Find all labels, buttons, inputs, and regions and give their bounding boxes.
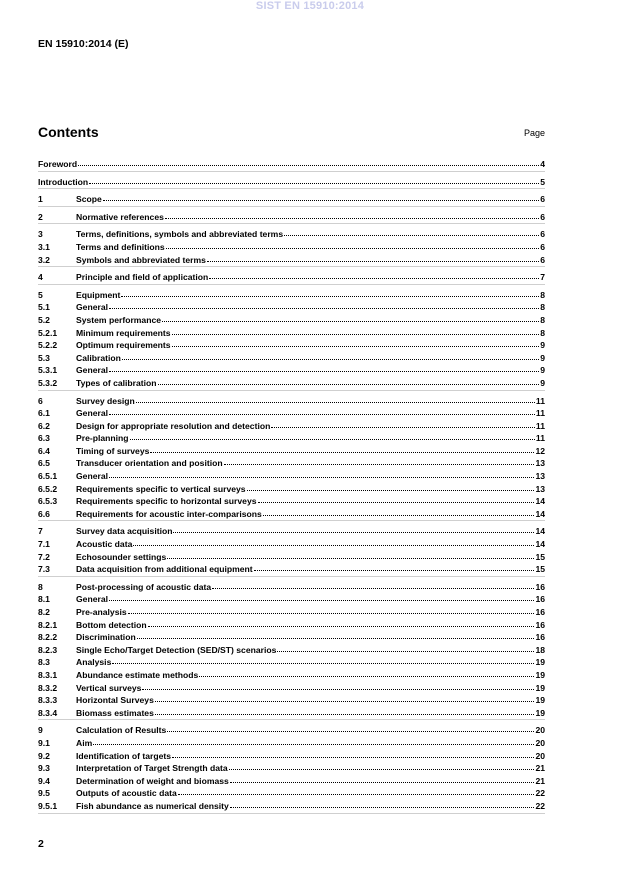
toc-entry-number: 8.2.2 [38,632,58,643]
toc-entry-page: 11 [535,420,545,431]
toc-entry-page: 22 [535,800,545,811]
dot-leader [150,443,534,453]
toc-entry-page: 15 [535,564,545,575]
toc-entry-title: Abundance estimate methods [76,669,199,680]
dot-leader [121,287,539,297]
toc-entry-number: 5.2 [38,314,50,325]
toc-entry-title: Horizontal Surveys [76,695,154,706]
dot-leader [158,375,540,385]
toc-entry-title: Terms and definitions [76,241,165,252]
table-of-contents [38,157,545,817]
toc-entry-title: Analysis [76,657,112,668]
toc-entry-title: Single Echo/Target Detection (SED/ST) scenarios [76,644,277,655]
toc-entry-page: 13 [535,471,545,482]
toc-entry-number: 8.2.3 [38,644,58,655]
toc-entry-page: 21 [535,775,545,786]
toc-entry-number: 6.5.1 [38,471,58,482]
toc-section-group [38,524,545,576]
toc-entry-title: Aim [76,737,93,748]
toc-entry-title: Bottom detection [76,619,147,630]
toc-entry-title: General [76,594,109,605]
dot-leader [258,493,535,503]
toc-entry-title: Types of calibration [76,377,157,388]
dot-leader [155,692,535,702]
toc-entry-number: 6.4 [38,445,50,456]
toc-entry-page: 14 [535,526,545,537]
dot-leader [112,654,534,664]
toc-entry-page: 16 [535,607,545,617]
dot-leader [130,430,535,440]
dot-leader [199,667,534,677]
toc-entry-title: Introduction [38,176,89,187]
toc-entry-page: 6 [540,211,545,222]
toc-entry-page: 16 [535,632,545,643]
toc-entry-page: 14 [535,496,545,507]
toc-entry-title: Calculation of Results [76,725,167,736]
toc-entry-title: Timing of surveys [76,445,150,456]
toc-entry-page: 12 [535,445,545,456]
toc-entry[interactable] [38,507,545,520]
toc-entry-number: 6.3 [38,433,50,444]
toc-entry-title: Calibration [76,352,121,363]
toc-entry-number: 5.2.1 [38,327,58,338]
toc-entry-page: 8 [540,289,545,300]
toc-entry-number: 1 [38,194,43,205]
dot-leader [173,523,534,533]
toc-entry-page: 16 [535,619,545,630]
toc-entry-title: Discrimination [76,632,136,643]
toc-entry[interactable] [38,270,545,283]
toc-entry-title: System performance [76,314,162,325]
toc-entry-number: 5 [38,289,43,300]
toc-entry-page: 14 [535,508,545,519]
dot-leader [136,393,535,403]
toc-entry-page: 15 [535,551,545,562]
toc-entry-title: Post-processing of acoustic data [76,581,212,592]
toc-entry-page: 11 [535,408,545,419]
toc-entry-title: Optimum requirements [76,340,171,351]
toc-entry-title: General [76,471,109,482]
toc-entry-title: Minimum requirements [76,327,171,338]
toc-entry-number: 8.3.2 [38,682,58,693]
toc-entry-number: 9 [38,725,43,736]
dot-leader [109,591,534,601]
toc-entry-page: 18 [535,644,545,655]
toc-entry-number: 5.1 [38,302,50,313]
toc-entry-page: 9 [540,365,545,376]
toc-entry[interactable] [38,210,545,223]
toc-entry[interactable] [38,192,545,205]
dot-leader [109,362,539,372]
toc-entry-number: 5.3 [38,352,50,363]
toc-entry[interactable] [38,562,545,575]
toc-entry-page: 11 [535,433,545,444]
toc-entry-page: 22 [535,788,545,799]
toc-section-group [38,580,545,721]
toc-entry-number: 6.5.2 [38,483,58,494]
dot-leader [254,561,535,571]
dot-leader [109,299,539,309]
toc-section-group [38,175,545,190]
toc-section-group [38,288,545,391]
watermark: SIST EN 15910:2014 [255,0,365,12]
toc-entry-page: 8 [540,314,545,325]
dot-leader [172,337,540,347]
toc-entry-title: Data acquisition from additional equipment [76,564,253,575]
dot-leader [89,174,539,184]
toc-entry-number: 7.2 [38,551,50,562]
toc-entry-title: Identification of targets [76,750,172,761]
toc-entry[interactable] [38,799,545,812]
page-title: Contents [38,124,99,140]
toc-entry[interactable] [38,376,545,389]
document-id: EN 15910:2014 (E) [38,38,129,50]
dot-leader [284,226,539,236]
toc-entry-title: Requirements specific to horizontal surveys [76,496,257,507]
toc-entry-number: 6.2 [38,420,50,431]
toc-entry-number: 9.1 [38,737,50,748]
dot-leader [162,312,539,322]
toc-entry-number: 2 [38,211,43,222]
dot-leader [103,191,539,201]
dot-leader [271,418,535,428]
dot-leader [209,269,539,279]
toc-entry-number: 4 [38,272,43,283]
toc-entry[interactable] [38,157,545,170]
toc-entry-page: 8 [540,302,545,313]
toc-section-group [38,394,545,522]
dot-leader [137,629,535,639]
dot-leader [148,617,535,627]
toc-entry-page: 6 [540,241,545,252]
toc-entry-number: 8 [38,581,43,592]
toc-entry-number: 3.2 [38,254,50,265]
toc-entry-number: 9.5.1 [38,800,58,811]
toc-entry-title: Biomass estimates [76,707,154,718]
dot-leader [247,481,535,491]
toc-entry-title: Transducer orientation and position [76,458,223,469]
toc-entry-number: 6.5 [38,458,50,469]
toc-entry-number: 8.3.3 [38,695,58,706]
toc-entry-title: Survey design [76,395,135,406]
toc-entry-page: 9 [540,352,545,363]
dot-leader [172,748,534,758]
toc-entry-title: General [76,365,109,376]
toc-entry-page: 5 [540,176,545,187]
toc-entry-page: 19 [535,682,545,693]
dot-leader [224,455,535,465]
toc-entry-number: 5.3.1 [38,365,58,376]
toc-entry-page: 6 [540,254,545,265]
toc-entry-page: 7 [540,272,545,283]
toc-entry-page: 16 [535,581,545,592]
toc-section-group [38,723,545,813]
toc-entry-title: Fish abundance as numerical density [76,800,229,811]
toc-entry[interactable] [38,253,545,266]
dot-leader [167,722,534,732]
toc-entry-number: 9.3 [38,763,50,774]
toc-entry-title: Normative references [76,211,164,222]
toc-entry-title: Determination of weight and biomass [76,775,229,786]
toc-entry-title: Design for appropriate resolution and detection [76,420,271,431]
toc-entry-number: 5.3.2 [38,377,58,388]
toc-entry-page: 20 [535,725,545,736]
toc-entry-number: 7.1 [38,539,50,550]
toc-entry[interactable] [38,175,545,188]
page-number: 2 [38,838,44,850]
toc-entry-page: 9 [540,340,545,351]
toc-entry-page: 6 [540,194,545,205]
toc-entry-title: Terms, definitions, symbols and abbreviated terms [76,229,284,240]
toc-entry[interactable] [38,706,545,719]
toc-entry-page: 19 [535,657,545,668]
toc-entry-title: Outputs of acoustic data [76,788,177,799]
dot-leader [93,735,534,745]
toc-entry-page: 19 [535,707,545,718]
toc-entry-title: Requirements specific to vertical surveys [76,483,246,494]
toc-entry-number: 9.5 [38,788,50,799]
toc-entry-number: 6.1 [38,408,50,419]
toc-entry-title: Foreword [38,159,78,169]
toc-entry-title: Symbols and abbreviated terms [76,254,206,265]
toc-entry-number: 7 [38,526,43,537]
dot-leader [109,468,534,478]
toc-entry-page: 13 [535,483,545,494]
toc-entry-title: Acoustic data [76,539,133,550]
toc-entry-title: Requirements for acoustic inter-comparisons [76,508,262,519]
dot-leader [212,579,534,589]
toc-entry-page: 21 [535,763,545,774]
toc-entry-page: 8 [540,327,545,338]
toc-entry-page: 19 [535,669,545,680]
toc-entry-title: General [76,408,109,419]
toc-entry-number: 7.3 [38,564,50,575]
toc-entry-title: General [76,302,109,313]
toc-entry-number: 9.2 [38,750,50,761]
toc-entry-page: 9 [540,377,545,388]
toc-entry-title: Vertical surveys [76,682,142,693]
toc-entry-number: 8.3.4 [38,707,58,718]
toc-entry-number: 8.3 [38,657,50,668]
dot-leader [155,705,535,715]
dot-leader [78,156,539,166]
toc-entry-page: 13 [535,458,545,469]
toc-entry-page: 6 [540,229,545,240]
toc-entry-title: Interpretation of Target Strength data [76,763,228,774]
toc-entry-number: 6.6 [38,508,50,519]
dot-leader [207,252,539,262]
toc-entry-title: Pre-analysis [76,607,127,617]
dot-leader [230,773,535,783]
toc-entry-page: 14 [535,539,545,550]
toc-entry-number: 3 [38,229,43,240]
toc-section-group [38,157,545,172]
toc-entry-number: 5.2.2 [38,340,58,351]
toc-section-group [38,192,545,207]
toc-section-group [38,270,545,285]
dot-leader [165,209,539,219]
toc-entry-number: 3.1 [38,241,50,252]
dot-leader [172,325,540,335]
dot-leader [263,506,535,516]
dot-leader [122,350,539,360]
dot-leader [277,642,534,652]
toc-entry-page: 20 [535,750,545,761]
toc-entry-page: 20 [535,737,545,748]
toc-entry-title: Equipment [76,289,121,300]
toc-entry-number: 8.2.1 [38,619,58,630]
toc-entry-title: Echosounder settings [76,551,167,562]
toc-entry-number: 8.3.1 [38,669,58,680]
toc-entry-number: 8.2 [38,607,50,617]
dot-leader [128,604,535,614]
toc-entry-page: 19 [535,695,545,706]
toc-entry-title: Principle and field of application [76,272,209,283]
toc-entry-title: Survey data acquisition [76,526,173,537]
dot-leader [166,239,540,249]
toc-entry-page: 4 [540,159,545,169]
toc-entry-number: 8.1 [38,594,50,605]
toc-entry-number: 6.5.3 [38,496,58,507]
dot-leader [178,785,535,795]
toc-section-group [38,210,545,225]
toc-entry-number: 9.4 [38,775,50,786]
dot-leader [230,798,535,808]
dot-leader [142,680,534,690]
toc-entry-number: 6 [38,395,43,406]
toc-section-group [38,227,545,267]
toc-entry-title: Scope [76,194,102,205]
page-column-label: Page [523,128,545,138]
toc-entry-title: Pre-planning [76,433,129,444]
dot-leader [133,536,534,546]
toc-entry-page: 16 [535,594,545,605]
toc-entry-page: 11 [535,395,545,406]
dot-leader [109,405,535,415]
dot-leader [167,549,534,559]
dot-leader [229,760,535,770]
